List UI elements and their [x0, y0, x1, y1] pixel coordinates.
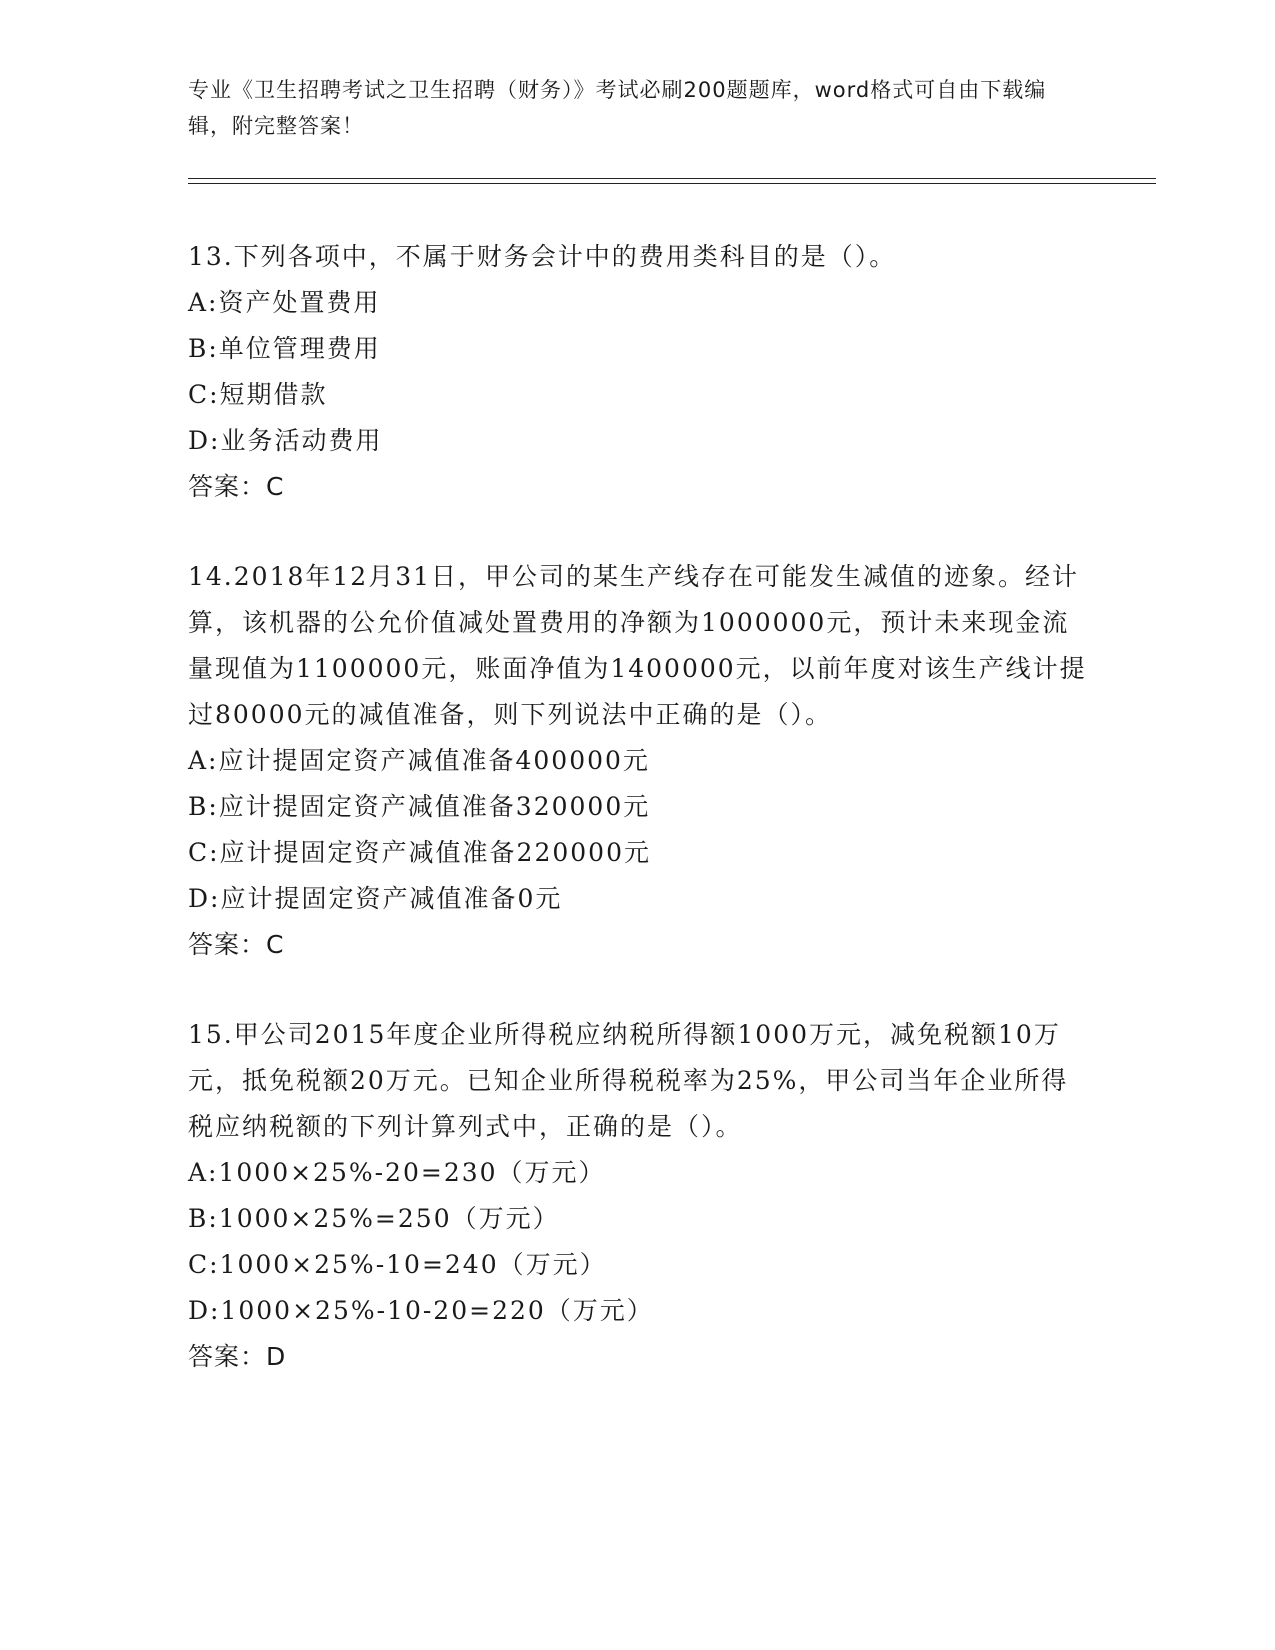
option-c: C:应计提固定资产减值准备220000元 — [188, 838, 651, 867]
answer: 答案：C — [188, 472, 285, 501]
option-a: A:应计提固定资产减值准备400000元 — [188, 746, 650, 775]
option-b: B:1000×25%=250（万元） — [188, 1204, 560, 1233]
option-b: B:应计提固定资产减值准备320000元 — [188, 792, 651, 821]
header-divider — [188, 178, 1156, 184]
question-14 — [188, 554, 1088, 968]
option-d: D:应计提固定资产减值准备0元 — [188, 884, 563, 913]
question-stem: 13.下列各项中，不属于财务会计中的费用类科目的是（）。 — [188, 242, 897, 271]
question-stem: 15.甲公司2015年度企业所得税应纳税所得额1000万元，减免税额10万元，抵免税额20万元。已知企业所得税税率为25%，甲公司当年企业所得税应纳税额的下列计算列式中，正确的是（）。 — [188, 1020, 1069, 1141]
question-13 — [188, 234, 1088, 510]
question-15 — [188, 1012, 1088, 1380]
option-a: A:1000×25%-20=230（万元） — [188, 1158, 606, 1187]
option-d: D:业务活动费用 — [188, 426, 383, 455]
question-stem: 14.2018年12月31日，甲公司的某生产线存在可能发生减值的迹象。经计算，该机器的公允价值减处置费用的净额为1000000元，预计未来现金流量现值为1100000元，账面净值为1400000元，以前年度对该生产线计提过80000元的减值准备，则下列说法中正确的是（）。 — [188, 562, 1087, 729]
document-header: 专业《卫生招聘考试之卫生招聘（财务）》考试必刷200题题库，word格式可自由下载编辑，附完整答案！ — [188, 78, 1047, 138]
option-c: C:1000×25%-10=240（万元） — [188, 1250, 607, 1279]
option-d: D:1000×25%-10-20=220（万元） — [188, 1296, 654, 1325]
option-a: A:资产处置费用 — [188, 288, 381, 317]
answer: 答案：D — [188, 1342, 287, 1371]
answer: 答案：C — [188, 930, 285, 959]
option-b: B:单位管理费用 — [188, 334, 381, 363]
option-c: C:短期借款 — [188, 380, 328, 409]
